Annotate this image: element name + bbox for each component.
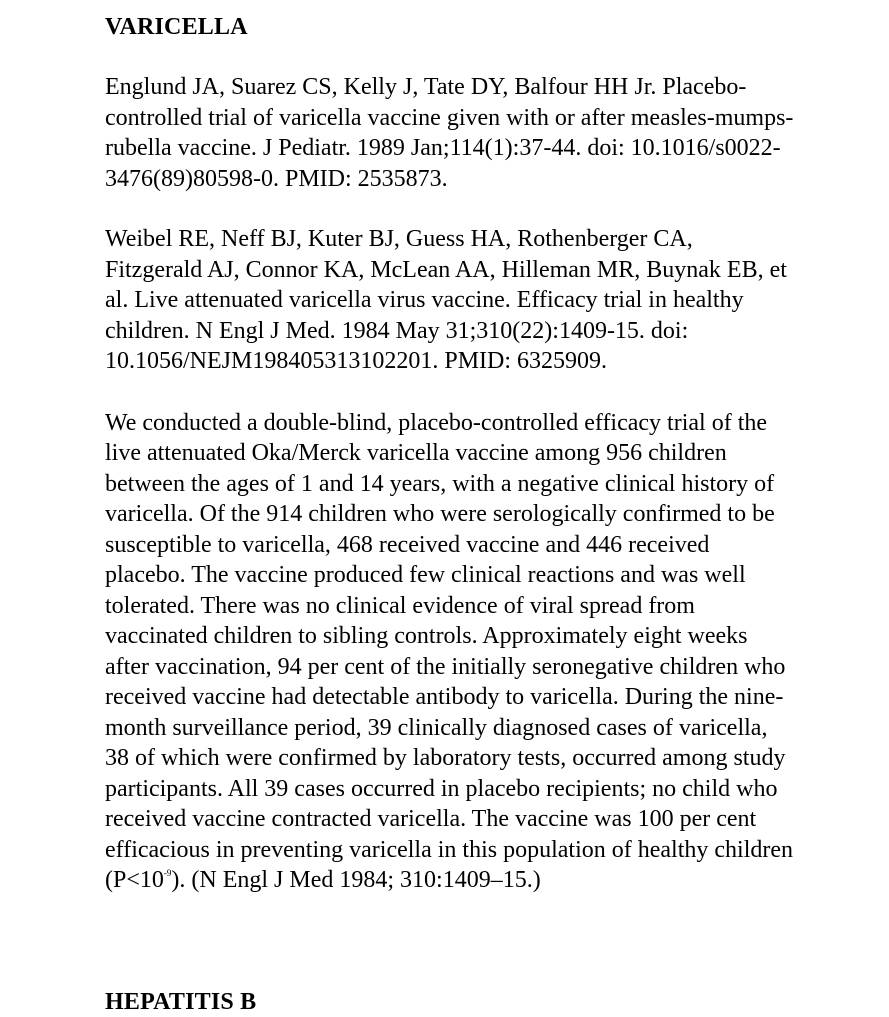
reference-englund: Englund JA, Suarez CS, Kelly J, Tate DY, Balfour HH Jr. Placebo-controlled trial of varicella vaccine given with or after measles-mumps-rubella vaccine. J Pediatr. 1989 Jan;114(1):37-44. doi: 10.1016/s0022-3476(89)80598-0. PMID: 2535873. <box>105 74 794 192</box>
next-section-heading: HEPATITIS B <box>105 989 257 1015</box>
section-heading: VARICELLA <box>105 14 248 40</box>
abstract-text: We conducted a double-blind, placebo-controlled efficacy trial of the live attenuated Oka/Merck varicella vaccine among 956 children between the ages of 1 and 14 years, with a negative clinical history of varicella. Of the 914 children who were serologically confirmed to be susceptible to varicella, 468 received vaccine and 446 received placebo. The vaccine produced few clinical reactions and was well tolerated. There was no clinical evidence of viral spread from vaccinated children to sibling controls. Approximately eight weeks after vaccination, 94 per cent of the initially seronegative children who received vaccine had detectable antibody to varicella. During the nine-month surveillance period, 39 clinically diagnosed cases of varicella, 38 of which were confirmed by laboratory tests, occurred among study participants. All 39 cases occurred in placebo recipients; no child who received vaccine contracted varicella. The vaccine was 100 per cent efficacious in preventing varicella in this population of healthy children (P<10 <box>105 409 794 893</box>
document-page <box>105 12 795 896</box>
abstract-citation: ). (N Engl J Med 1984; 310:1409–15.) <box>171 867 541 893</box>
reference-weibel: Weibel RE, Neff BJ, Kuter BJ, Guess HA, Rothenberger CA, Fitzgerald AJ, Connor KA, McLean AA, Hilleman MR, Buynak EB, et al. Live attenuated varicella virus vaccine. Efficacy trial in healthy children. N Engl J Med. 1984 May 31;310(22):1409-15. doi: 10.1056/NEJM198405313102201. PMID: 6325909. <box>105 226 787 374</box>
abstract-paragraph <box>105 408 795 896</box>
p-value-exponent: -9 <box>163 868 172 878</box>
